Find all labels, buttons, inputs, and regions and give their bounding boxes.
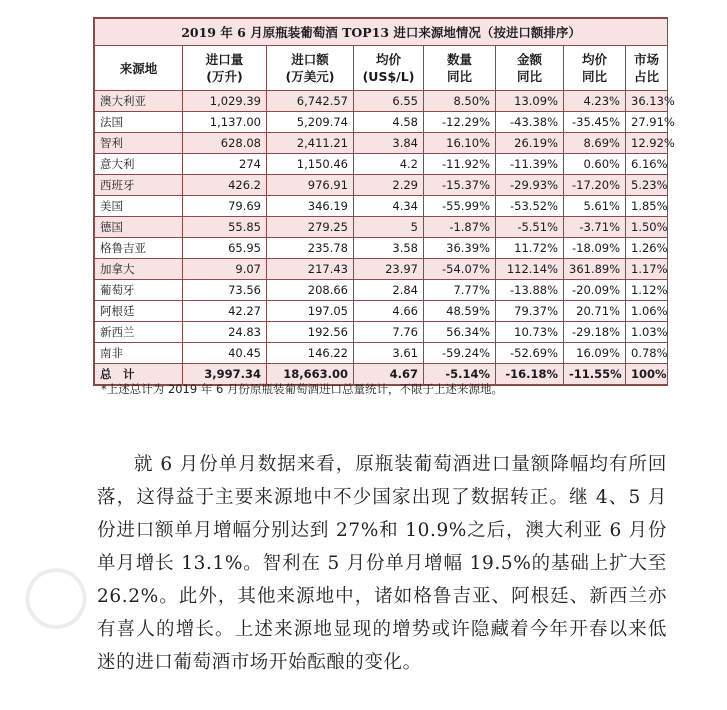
value-cell: 27.91% — [626, 112, 668, 133]
value-cell: 976.91 — [267, 175, 354, 196]
value-cell: 1.06% — [626, 301, 668, 322]
value-cell: 8.69% — [564, 133, 626, 154]
value-cell: 1.26% — [626, 238, 668, 259]
value-cell: 4.34 — [354, 196, 424, 217]
value-cell: 0.60% — [564, 154, 626, 175]
value-cell: 16.10% — [424, 133, 496, 154]
value-cell: 40.45 — [183, 343, 267, 364]
table-row — [95, 301, 668, 322]
column-header — [626, 46, 668, 91]
source-country-cell: 德国 — [95, 217, 183, 238]
value-cell: 13.09% — [496, 91, 564, 112]
value-cell: 23.97 — [354, 259, 424, 280]
import-table — [93, 17, 675, 386]
total-value-cell: -11.55% — [564, 364, 626, 385]
table-header-row — [95, 46, 668, 91]
value-cell: 1.85% — [626, 196, 668, 217]
total-value-cell: -5.14% — [424, 364, 496, 385]
value-cell: 9.07 — [183, 259, 267, 280]
total-value-cell: -16.18% — [496, 364, 564, 385]
total-value-cell: 100% — [626, 364, 668, 385]
column-header-line: 进口额 — [291, 52, 329, 67]
value-cell: 192.56 — [267, 322, 354, 343]
column-header — [564, 46, 626, 91]
table-body — [95, 91, 675, 385]
table-footnote: *上述总计为 2019 年 6 月份原瓶装葡萄酒进口总量统计，不限于上述来源地。 — [101, 382, 503, 396]
value-cell: 2.84 — [354, 280, 424, 301]
total-value-cell: 18,663.00 — [267, 364, 354, 385]
value-cell: 628.08 — [183, 133, 267, 154]
value-cell: 42.27 — [183, 301, 267, 322]
value-cell: 73.56 — [183, 280, 267, 301]
value-cell: 235.78 — [267, 238, 354, 259]
column-header-line: 同比 — [446, 69, 472, 84]
column-header — [496, 46, 564, 91]
column-header-line: 均价 — [581, 52, 607, 67]
table-row — [95, 259, 668, 280]
value-cell: 1.50% — [626, 217, 668, 238]
total-value-cell: 3,997.34 — [183, 364, 267, 385]
source-country-cell: 格鲁吉亚 — [95, 238, 183, 259]
column-header — [183, 46, 267, 91]
value-cell: 197.05 — [267, 301, 354, 322]
watermark: ◯ — [5, 547, 102, 643]
value-cell: 279.25 — [267, 217, 354, 238]
value-cell: 16.09% — [564, 343, 626, 364]
value-cell: 0.78% — [626, 343, 668, 364]
value-cell: 4.58 — [354, 112, 424, 133]
value-cell: -13.88% — [496, 280, 564, 301]
column-header-line: 金额 — [516, 52, 542, 67]
value-cell: 1.12% — [626, 280, 668, 301]
column-header-line: 进口量 — [205, 52, 244, 67]
value-cell: 6,742.57 — [267, 91, 354, 112]
column-header-line: 数量 — [446, 52, 472, 67]
table-row — [95, 322, 668, 343]
value-cell: 361.89% — [564, 259, 626, 280]
value-cell: 2.29 — [354, 175, 424, 196]
table-row — [95, 112, 668, 133]
value-cell: 112.14% — [496, 259, 564, 280]
value-cell: -20.09% — [564, 280, 626, 301]
value-cell: -18.09% — [564, 238, 626, 259]
value-cell: 3.58 — [354, 238, 424, 259]
value-cell: -59.24% — [424, 343, 496, 364]
value-cell: 426.2 — [183, 175, 267, 196]
value-cell: -54.07% — [424, 259, 496, 280]
value-cell: 5 — [354, 217, 424, 238]
value-cell: 20.71% — [564, 301, 626, 322]
value-cell: 1.03% — [626, 322, 668, 343]
table-row — [95, 196, 668, 217]
value-cell: 4.23% — [564, 91, 626, 112]
value-cell: 1,150.46 — [267, 154, 354, 175]
table-row — [95, 133, 668, 154]
table-row — [95, 217, 668, 238]
value-cell: 56.34% — [424, 322, 496, 343]
value-cell: 26.19% — [496, 133, 564, 154]
value-cell: 146.22 — [267, 343, 354, 364]
source-country-cell: 阿根廷 — [95, 301, 183, 322]
value-cell: 5.61% — [564, 196, 626, 217]
value-cell: 1,029.39 — [183, 91, 267, 112]
value-cell: -17.20% — [564, 175, 626, 196]
table-title: 2019 年 6 月原瓶装葡萄酒 TOP13 进口来源地情况（按进口额排序） — [95, 19, 668, 46]
value-cell: -15.37% — [424, 175, 496, 196]
value-cell: 4.66 — [354, 301, 424, 322]
value-cell: 7.77% — [424, 280, 496, 301]
value-cell: 36.39% — [424, 238, 496, 259]
table-row — [95, 280, 668, 301]
value-cell: 346.19 — [267, 196, 354, 217]
source-country-cell: 意大利 — [95, 154, 183, 175]
value-cell: -52.69% — [496, 343, 564, 364]
total-value-cell: 4.67 — [354, 364, 424, 385]
value-cell: -3.71% — [564, 217, 626, 238]
source-country-cell: 加拿大 — [95, 259, 183, 280]
source-country-cell: 智利 — [95, 133, 183, 154]
value-cell: -11.39% — [496, 154, 564, 175]
value-cell: 7.76 — [354, 322, 424, 343]
source-country-cell: 葡萄牙 — [95, 280, 183, 301]
value-cell: 48.59% — [424, 301, 496, 322]
column-header-line: 占比 — [634, 69, 660, 84]
value-cell: 10.73% — [496, 322, 564, 343]
source-country-cell: 澳大利亚 — [95, 91, 183, 112]
value-cell: 79.37% — [496, 301, 564, 322]
column-header — [267, 46, 354, 91]
source-country-cell: 美国 — [95, 196, 183, 217]
column-header-line: (US$/L) — [362, 69, 415, 84]
column-header-line: 同比 — [516, 69, 542, 84]
value-cell: -29.93% — [496, 175, 564, 196]
table-row — [95, 154, 668, 175]
table-row — [95, 175, 668, 196]
value-cell: -29.18% — [564, 322, 626, 343]
value-cell: 4.2 — [354, 154, 424, 175]
value-cell: -5.51% — [496, 217, 564, 238]
total-label-cell: 总 计 — [95, 364, 183, 385]
value-cell: 208.66 — [267, 280, 354, 301]
value-cell: -55.99% — [424, 196, 496, 217]
column-header-line: 来源地 — [119, 60, 158, 76]
column-header — [354, 46, 424, 91]
column-header — [424, 46, 496, 91]
source-country-cell: 法国 — [95, 112, 183, 133]
source-country-cell: 西班牙 — [95, 175, 183, 196]
column-header — [95, 46, 183, 91]
value-cell: 274 — [183, 154, 267, 175]
value-cell: 2,411.21 — [267, 133, 354, 154]
value-cell: 36.13% — [626, 91, 668, 112]
value-cell: 11.72% — [496, 238, 564, 259]
value-cell: 3.84 — [354, 133, 424, 154]
value-cell: 24.83 — [183, 322, 267, 343]
value-cell: 1.17% — [626, 259, 668, 280]
value-cell: -43.38% — [496, 112, 564, 133]
value-cell: -53.52% — [496, 196, 564, 217]
value-cell: 217.43 — [267, 259, 354, 280]
value-cell: 65.95 — [183, 238, 267, 259]
column-header-line: (万美元) — [285, 69, 335, 84]
value-cell: -1.87% — [424, 217, 496, 238]
value-cell: 3.61 — [354, 343, 424, 364]
value-cell: 5.23% — [626, 175, 668, 196]
value-cell: -12.29% — [424, 112, 496, 133]
value-cell: 8.50% — [424, 91, 496, 112]
table-row — [95, 343, 668, 364]
column-header-line: (万升) — [206, 69, 243, 84]
value-cell: 79.69 — [183, 196, 267, 217]
value-cell: 5,209.74 — [267, 112, 354, 133]
column-header-line: 均价 — [375, 52, 401, 67]
column-header-line: 同比 — [581, 69, 607, 84]
value-cell: 1,137.00 — [183, 112, 267, 133]
table-row — [95, 91, 668, 112]
source-country-cell: 南非 — [95, 343, 183, 364]
table-row — [95, 238, 668, 259]
column-header-line: 市场 — [634, 52, 660, 67]
value-cell: -11.92% — [424, 154, 496, 175]
value-cell: 12.92% — [626, 133, 668, 154]
value-cell: 55.85 — [183, 217, 267, 238]
value-cell: 6.55 — [354, 91, 424, 112]
value-cell: -35.45% — [564, 112, 626, 133]
value-cell: 6.16% — [626, 154, 668, 175]
body-paragraph: 就 6 月份单月数据来看，原瓶装葡萄酒进口量额降幅均有所回落，这得益于主要来源地中不少国家出现了数据转正。继 4、5 月份进口额单月增幅分别达到 27%和 10.9%之后，澳大利亚 6 月份单月增长 13.1%。智利在 5 月份单月增幅 19.5%的基础上扩大至 26.2%。此外，其他来源地中，诸如格鲁吉亚、阿根廷、新西兰亦有喜人的增长。上述来源地显现的增势或许隐藏着今年开春以来低迷的进口葡萄酒市场开始酝酿的变化。 — [97, 454, 667, 673]
source-country-cell: 新西兰 — [95, 322, 183, 343]
